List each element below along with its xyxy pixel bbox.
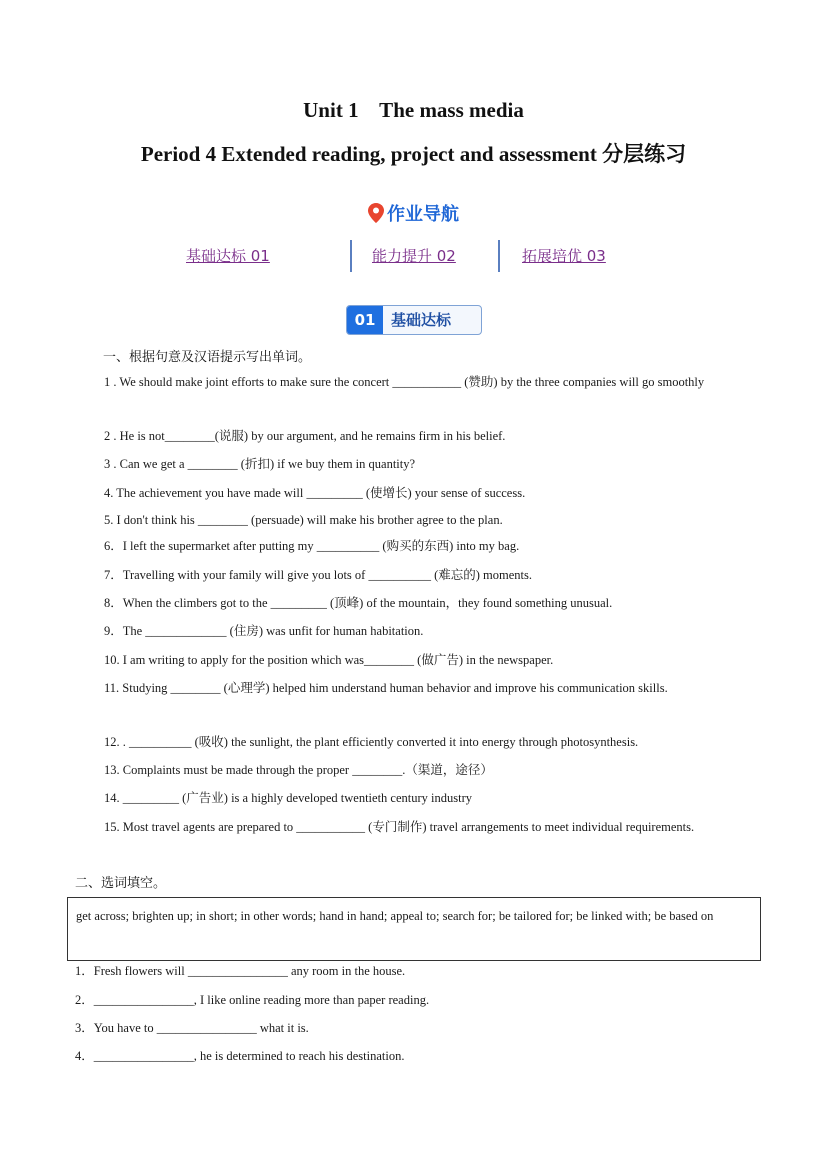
part1-heading: 一、根据句意及汉语提示写出单词。	[103, 350, 312, 365]
nav-link-extension[interactable]: 拓展培优 03	[522, 247, 606, 265]
fill-item: 4．________________, he is determined to reach his destination.	[75, 1049, 405, 1063]
section-badge	[346, 305, 482, 335]
question-item: 3 . Can we get a ________ (折扣) if we buy them in quantity?	[104, 457, 416, 471]
nav-heading-text: 作业导航	[387, 204, 459, 225]
question-item: 11. Studying ________ (心理学) helped him understand human behavior and improve his communication skills.	[104, 681, 668, 695]
nav-divider	[498, 240, 500, 272]
question-item: 7．Travelling with your family will give you lots of __________ (难忘的) moments.	[104, 568, 532, 582]
nav-link-basic[interactable]: 基础达标 01	[186, 247, 270, 265]
question-item: 15. Most travel agents are prepared to ___________ (专门制作) travel arrangements to meet individual requirements.	[104, 820, 695, 834]
part2-heading: 二、选词填空。	[75, 876, 167, 891]
question-item: 13. Complaints must be made through the proper ________.（渠道，途径）	[104, 763, 493, 777]
fill-item: 3．You have to ________________ what it is.	[75, 1021, 309, 1035]
question-item: 6．I left the supermarket after putting my __________ (购买的东西) into my bag.	[104, 539, 520, 553]
question-item: 12. . __________ (吸收) the sunlight, the plant efficiently converted it into energy through photosynthesis.	[104, 735, 639, 749]
location-pin-icon	[368, 203, 384, 228]
nav-link-ability[interactable]: 能力提升 02	[372, 247, 456, 265]
question-item: 8．When the climbers got to the _________ (顶峰) of the mountain，they found something unusual.	[104, 596, 613, 610]
word-bank-box: get across; brighten up; in short; in other words; hand in hand; appeal to; search for; be tailored for; be linked with; be based on	[67, 897, 761, 961]
fill-item: 2．________________, I like online reading more than paper reading.	[75, 993, 430, 1007]
period-title: Period 4 Extended reading, project and assessment 分层练习	[140, 142, 687, 166]
nav-divider	[350, 240, 352, 272]
section-badge-label: 基础达标	[391, 311, 452, 329]
fill-item: 1．Fresh flowers will ________________ any room in the house.	[75, 964, 406, 978]
section-badge-number: 01	[347, 306, 383, 334]
question-item: 14. _________ (广告业) is a highly developed twentieth century industry	[104, 791, 472, 805]
question-item: 5. I don't think his ________ (persuade) will make his brother agree to the plan.	[104, 513, 503, 527]
question-item: 2 . He is not________(说服) by our argument, and he remains firm in his belief.	[104, 429, 506, 443]
homework-nav-heading	[0, 200, 827, 228]
question-item: 4. The achievement you have made will _________ (使增长) your sense of success.	[104, 486, 526, 500]
question-item: 9．The _____________ (住房) was unfit for human habitation.	[104, 624, 424, 638]
unit-title: Unit 1 The mass media	[303, 98, 524, 122]
question-item: 1 . We should make joint efforts to make sure the concert ___________ (赞助) by the three companies will go smoothly	[104, 375, 705, 389]
question-item: 10. I am writing to apply for the position which was________ (做广告) in the newspaper.	[104, 653, 554, 667]
